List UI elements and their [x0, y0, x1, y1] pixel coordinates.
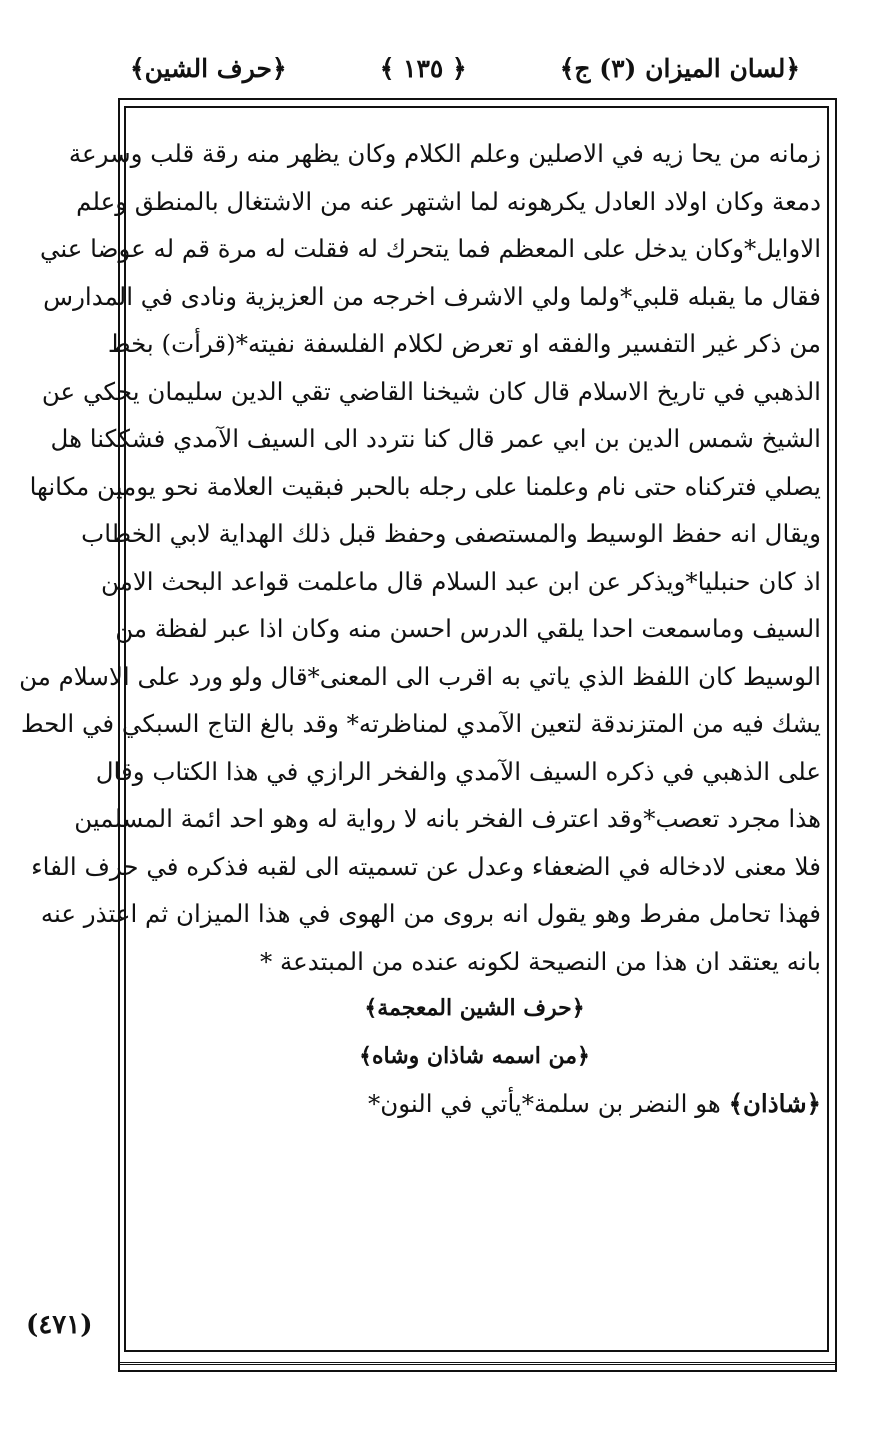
- text-line-8: يصلي فتركناه حتى نام وعلمنا على رجله بالحبر فبقيت العلامة نحو يومين مكانها: [29, 471, 821, 501]
- header-page-number: ﴿ ١٣٥ ﴾: [379, 53, 467, 83]
- text-line-9: ويقال انه حفظ الوسيط والمستصفى وحفظ قبل ذلك الهداية لابي الخطاب: [81, 519, 821, 548]
- text-line-7: الشيخ شمس الدين بن ابي عمر قال كنا نتردد الى السيف الآمدي فشككنا هل: [50, 424, 821, 453]
- text-line-4: فقال ما يقبله قلبي*ولما ولي الاشرف اخرجه من العزيزية ونادى في المدارس: [43, 281, 821, 311]
- sub-heading: ﴿من اسمه شاذان وشاه﴾: [359, 1042, 590, 1069]
- text-line-5: من ذكر غير التفسير والفقه او تعرض لكلام الفلسفة نفيته*(قرأت) بخط: [107, 329, 821, 358]
- text-line-2: دمعة وكان اولاد العادل يكرهونه لما اشتهر عنه من الاشتغال بالمنطق وعلم: [76, 186, 821, 216]
- text-line-3: الاوايل*وكان يدخل على المعظم فما يتحرك له فقلت له مرة قم له عوضا عني: [39, 234, 821, 263]
- text-line-11: السيف وماسمعت احدا يلقي الدرس احسن منه وكان اذا عبر لفظة من: [115, 614, 821, 643]
- chapter-heading: ﴿حرف الشين المعجمة﴾: [364, 995, 585, 1021]
- bottom-rule: [118, 1362, 837, 1365]
- text-line-18: بانه يعتقد ان هذا من النصيحة لكونه عنده من المبتدعة *: [260, 946, 821, 976]
- text-line-1: زمانه من يحا زيه في الاصلين وعلم الكلام وكان يظهر منه رقة قلب وسرعة: [68, 139, 821, 168]
- running-header: [130, 44, 800, 92]
- header-book-title: ﴿لسان الميزان (٣) ج﴾: [559, 53, 800, 83]
- entry-text: هو النضر بن سلمة*يأتي في النون*: [367, 1089, 721, 1118]
- header-section-title: ﴿حرف الشين﴾: [130, 53, 287, 83]
- entry-name: ﴿شاذان﴾: [728, 1089, 821, 1118]
- text-body: [19, 130, 821, 1128]
- text-line-12: الوسيط كان اللفظ الذي ياتي به اقرب الى المعنى*قال ولو ورد على الاسلام من: [19, 661, 821, 691]
- margin-page-number: (٤٧١): [26, 1310, 93, 1340]
- text-line-17: فهذا تحامل مفرط وهو يقول انه بروى من الهوى في هذا الميزان ثم اعتذر عنه: [40, 899, 821, 928]
- text-line-15: هذا مجرد تعصب*وقد اعترف الفخر بانه لا رواية له وهو احد ائمة المسلمين: [74, 804, 821, 833]
- entry-line: [128, 1080, 821, 1128]
- text-line-10: اذ كان حنبليا*ويذكر عن ابن عبد السلام قال ماعلمت قواعد البحث الامن: [101, 566, 821, 596]
- text-line-13: يشك فيه من المتزندقة لتعين الآمدي لمناظرته* وقد بالغ التاج السبكي في الحط: [20, 709, 821, 738]
- text-line-6: الذهبي في تاريخ الاسلام قال كان شيخنا القاضي تقي الدين سليمان يحكي عن: [41, 376, 821, 406]
- text-line-16: فلا معنى لادخاله في الضعفاء وعدل عن تسميته الى لقبه فذكره في حرف الفاء: [31, 851, 821, 881]
- text-line-14: على الذهبي في ذكره السيف الآمدي والفخر الرازي في هذا الكتاب وقال: [95, 756, 821, 786]
